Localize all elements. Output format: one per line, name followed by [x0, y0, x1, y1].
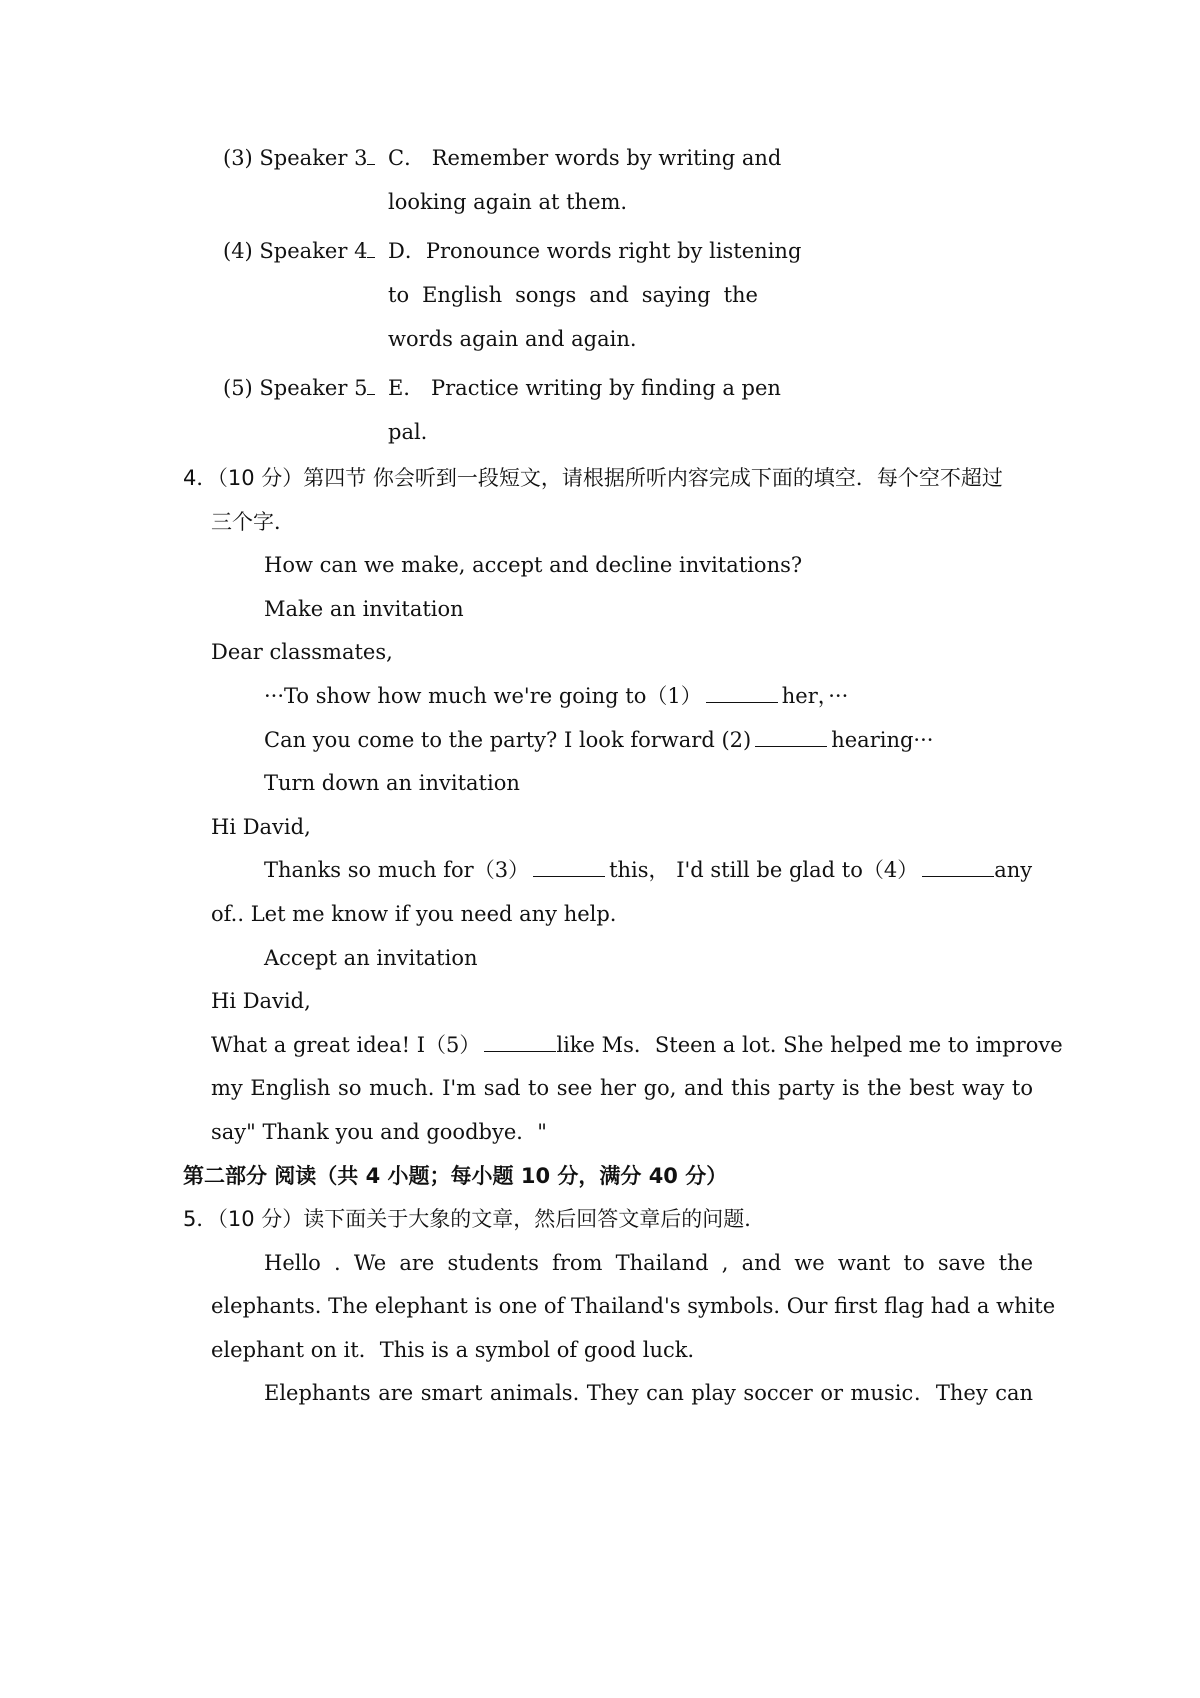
paragraph-line: elephant on it．This is a symbol of good luck．: [211, 1338, 709, 1362]
blank-line-1: ···To show how much we're going to（1） her，···: [264, 684, 849, 708]
answer-blank[interactable]: [367, 374, 375, 395]
speaker-label: (3) Speaker 3: [223, 146, 368, 170]
hi-david-2: Hi David,: [211, 989, 311, 1013]
blank-line-3-4: Thanks so much for（3） this， I'd still be glad to（4） any: [264, 858, 1033, 882]
q4-title: How can we make, accept and decline invitations?: [264, 553, 803, 577]
blank-line-3-4-cont: of.. Let me know if you need any help.: [211, 902, 617, 926]
accept-invitation-heading: Accept an invitation: [264, 946, 478, 970]
blank-4[interactable]: [922, 856, 994, 877]
paragraph-line: elephants. The elephant is one of Thailand's symbols. Our first flag had a white: [211, 1294, 1056, 1318]
option-continuation: words again and again.: [388, 327, 637, 351]
blank-1[interactable]: [706, 682, 778, 703]
blank-3[interactable]: [533, 856, 605, 877]
option-continuation: pal.: [388, 420, 428, 444]
blank-line-2: Can you come to the party? I look forward (2) hearing···: [264, 728, 934, 752]
blank-5[interactable]: [484, 1031, 556, 1052]
option-continuation: looking again at them.: [388, 190, 628, 214]
question-4-header-cont: 三个字．: [211, 510, 295, 534]
question-4-header: 4．（10 分）第四节 你会听到一段短文，请根据所听内容完成下面的填空．每个空不超过: [183, 466, 1003, 490]
dear-classmates: Dear classmates,: [211, 640, 393, 664]
speaker-label: (5) Speaker 5: [223, 376, 368, 400]
paragraph-line: Hello . We are students from Thailand , and we want to save the: [264, 1251, 1033, 1275]
blank-2[interactable]: [755, 726, 827, 747]
option-continuation: to English songs and saying the: [388, 283, 758, 307]
match-row-4: [223, 236, 801, 266]
option-text: D．Pronounce words right by listening: [388, 239, 802, 263]
match-row-5: [223, 373, 781, 403]
speaker-label: (4) Speaker 4: [223, 239, 368, 263]
question-5-header: 5．（10 分）读下面关于大象的文章，然后回答文章后的问题．: [183, 1207, 766, 1231]
hi-david-1: Hi David,: [211, 815, 311, 839]
blank-line-5: What a great idea! I（5） like Ms．Steen a lot. She helped me to improve: [211, 1033, 1063, 1057]
paragraph-line: my English so much. I'm sad to see her go, and this party is the best way to: [211, 1076, 1033, 1100]
answer-blank[interactable]: [367, 144, 375, 165]
match-row-3: [223, 143, 781, 173]
turn-down-heading: Turn down an invitation: [264, 771, 520, 795]
answer-blank[interactable]: [367, 237, 375, 258]
option-text: C． Remember words by writing and: [388, 146, 782, 170]
option-text: E． Practice writing by finding a pen: [388, 376, 781, 400]
paragraph-line: Elephants are smart animals. They can play soccer or music．They can: [264, 1381, 1033, 1405]
paragraph-line: say" Thank you and goodbye．": [211, 1120, 547, 1144]
make-invitation-heading: Make an invitation: [264, 597, 464, 621]
part-2-heading: 第二部分 阅读（共 4 小题；每小题 10 分，满分 40 分）: [183, 1164, 728, 1188]
